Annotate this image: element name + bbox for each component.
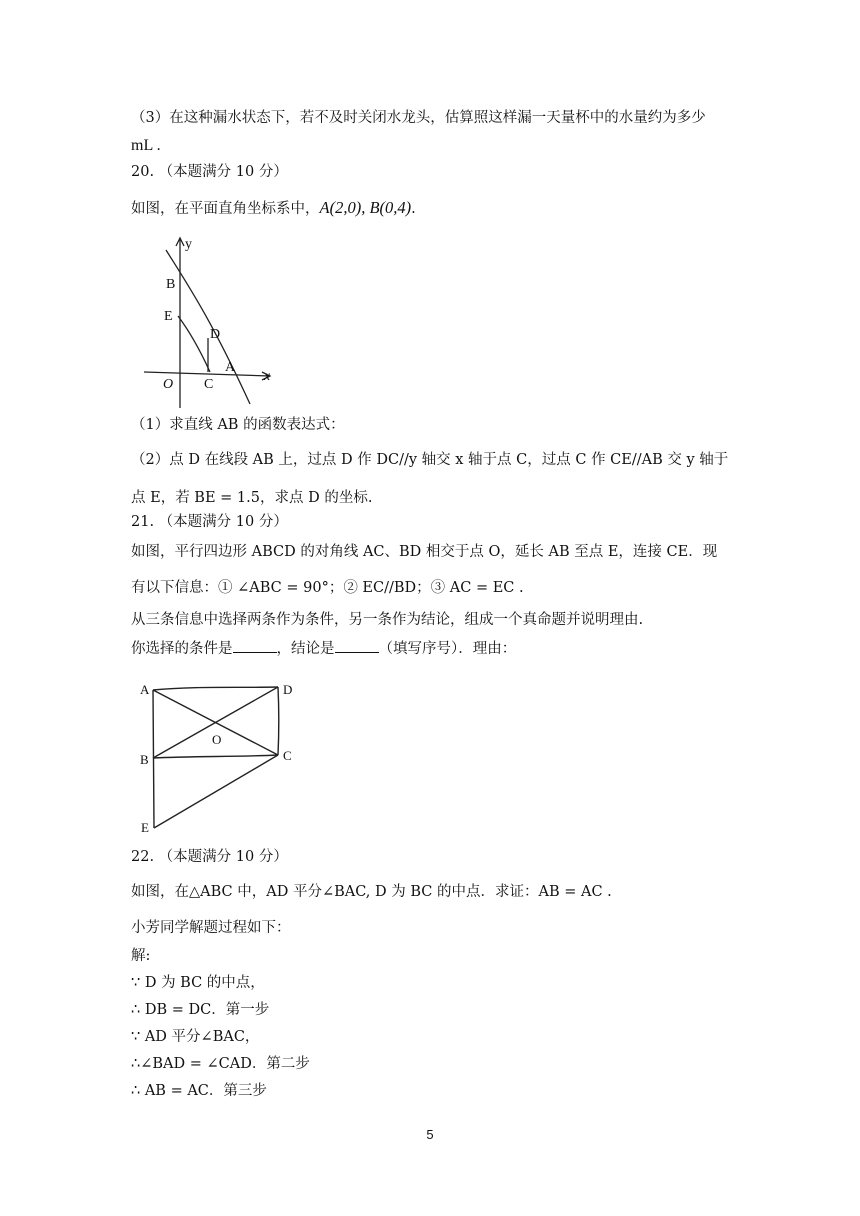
q22-step3: ∵ AD 平分∠BAC， [131, 1029, 260, 1045]
side-ad [153, 687, 278, 690]
q22-step4: ∴∠BAD = ∠CAD．第二步 [131, 1056, 310, 1072]
label-x: x [264, 369, 271, 384]
q20-intro [131, 198, 416, 219]
label-o: O [163, 377, 174, 392]
q20-intro-text: 如图，在平面直角坐标系中， [131, 201, 320, 217]
label-a: A [225, 360, 236, 375]
side-dc [278, 687, 279, 755]
side-bc [153, 755, 278, 758]
q20-figure [138, 232, 278, 412]
x-axis [144, 372, 270, 376]
segment-ec [178, 316, 210, 372]
q22-line3: 解: [131, 948, 151, 964]
q22-step2: ∴ DB = DC．第一步 [131, 1002, 270, 1018]
conclusion-blank[interactable] [335, 638, 379, 653]
q21-line4-b: ，结论是 [276, 641, 335, 657]
q22-header: 22. （本题满分 10 分） [131, 849, 288, 865]
label-y: y [185, 237, 192, 252]
q21-line1: 如图，平行四边形 ABCD 的对角线 AC、BD 相交于点 O，延长 AB 至点 E，连接 CE．现 [131, 544, 718, 560]
q21-line4 [131, 638, 516, 659]
q20-intro-math: A(2,0), B(0,4) [319, 198, 412, 217]
q20-header: 20. （本题满分 10 分） [131, 164, 288, 180]
side-ae [153, 690, 154, 828]
q22-step5: ∴ AB = AC．第三步 [131, 1083, 267, 1099]
q21-header: 21. （本题满分 10 分） [131, 514, 288, 530]
label-b: B [166, 277, 176, 292]
q22-line1: 如图，在△ABC 中，AD 平分∠BAC, D 为 BC 的中点．求证：AB = AC . [131, 884, 612, 900]
q20-intro-end: . [411, 201, 416, 217]
label-e: E [141, 820, 149, 835]
q22-line2: 小芳同学解题过程如下： [131, 920, 291, 936]
label-b: B [140, 752, 149, 767]
label-c: C [283, 748, 292, 763]
q20-part2-line1: （2）点 D 在线段 AB 上，过点 D 作 DC//y 轴交 x 轴于点 C，过点 C 作 CE//AB 交 y 轴于 [131, 452, 729, 468]
diagonal-bd [153, 687, 278, 758]
q21-line4-c: （填写序号）．理由： [378, 641, 517, 657]
q20-part2-line2: 点 E，若 BE = 1.5，求点 D 的坐标. [131, 490, 373, 506]
q19-part3-line1: （3）在这种漏水状态下，若不及时关闭水龙头，估算照这样漏一天量杯中的水量约为多少 [131, 110, 706, 126]
segment-ce [154, 755, 278, 828]
condition-blank[interactable] [233, 638, 277, 653]
label-o: O [212, 732, 222, 747]
q21-line2: 有以下信息：① ∠ABC = 90°；② EC//BD；③ AC = EC . [131, 580, 524, 596]
q21-figure [136, 678, 316, 838]
page-number: 5 [426, 1127, 434, 1142]
q21-line4-a: 你选择的条件是 [131, 641, 233, 657]
q21-line3: 从三条信息中选择两条作为条件，另一条作为结论，组成一个真命题并说明理由. [131, 612, 644, 628]
q20-part1: （1）求直线 AB 的函数表达式： [131, 417, 345, 433]
label-d: D [283, 682, 293, 697]
q19-part3-line2: mL . [131, 137, 161, 154]
label-e: E [164, 309, 173, 324]
label-a: A [140, 682, 150, 697]
label-c: C [204, 377, 214, 392]
label-d: D [210, 327, 221, 342]
q22-step1: ∵ D 为 BC 的中点， [131, 975, 265, 991]
